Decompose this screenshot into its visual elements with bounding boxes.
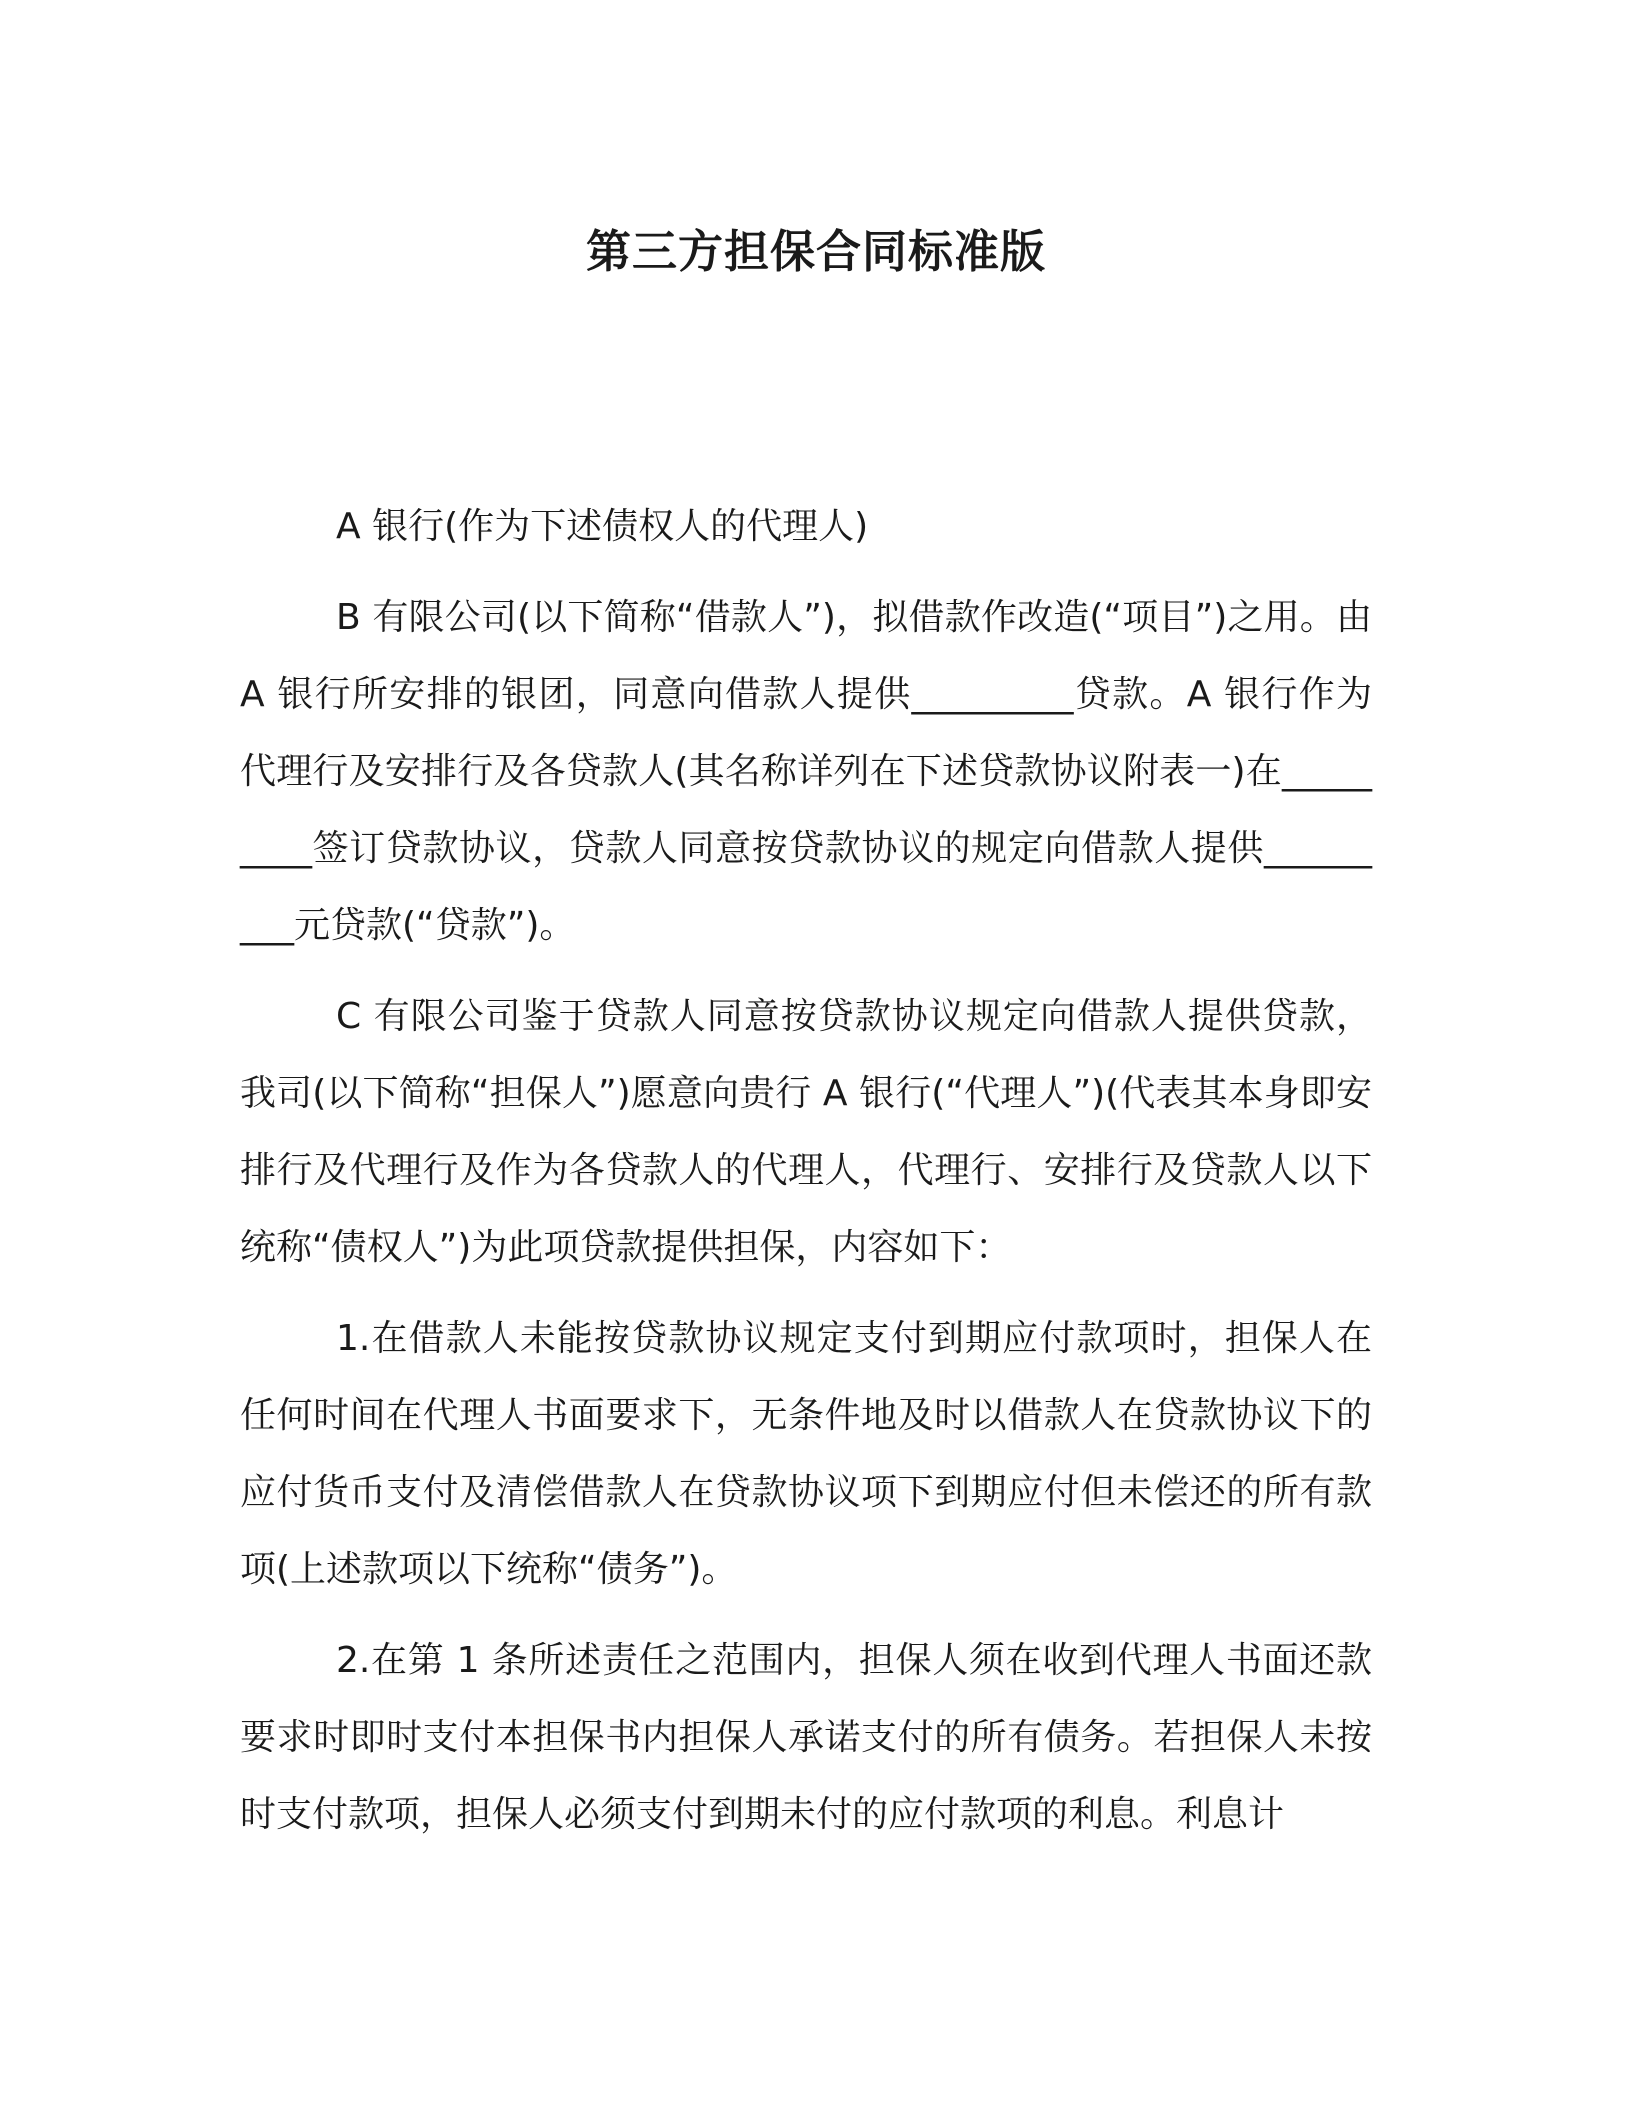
paragraph-party-c: C 有限公司鉴于贷款人同意按贷款协议规定向借款人提供贷款，我司(以下简称“担保人”)愿意向贵行 A 银行(“代理人”)(代表其本身即安排行及代理行及作为各贷款人的代理人，代理行、安排行及贷款人以下统称“债权人”)为此项贷款提供担保，内容如下： <box>240 996 1372 1268</box>
paragraph-clause-2: 2.在第 1 条所述责任之范围内，担保人须在收到代理人书面还款要求时即时支付本担保书内担保人承诺支付的所有债务。若担保人未按时支付款项，担保人必须支付到期未付的应付款项的利息。利息计 <box>240 1640 1372 1835</box>
paragraph-party-a: A 银行(作为下述债权人的代理人) <box>336 506 869 547</box>
paragraph-clause-1: 1.在借款人未能按贷款协议规定支付到期应付款项时，担保人在任何时间在代理人书面要求下，无条件地及时以借款人在贷款协议下的应付货币支付及清偿借款人在贷款协议项下到期应付但未偿还的所有款项(上述款项以下统称“债务”)。 <box>240 1318 1372 1590</box>
document-body <box>240 488 1372 1853</box>
document-title: 第三方担保合同标准版 <box>585 225 1046 278</box>
paragraph-party-b: B 有限公司(以下简称“借款人”)，拟借款作改造(“项目”)之用。由 A 银行所安排的银团，同意向借款人提供_________贷款。A 银行作为代理行及安排行及各贷款人(其名称详列在下述贷款协议附表一)在_________签订贷款协议，贷款人同意按贷款协议的规定向借款人提供_________元贷款(“贷款”)。 <box>240 597 1372 946</box>
